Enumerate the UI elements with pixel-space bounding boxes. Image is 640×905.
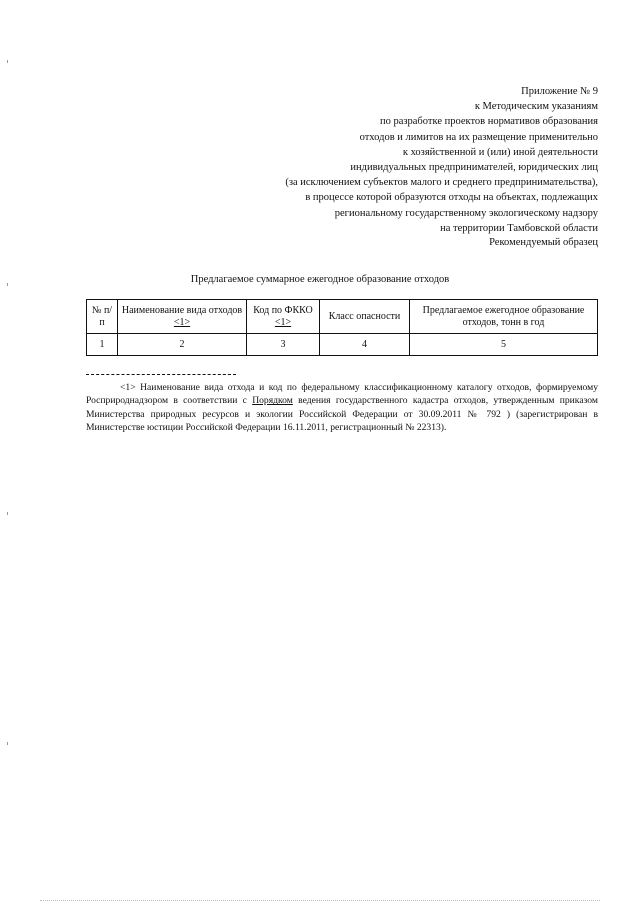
footnote-ref-link[interactable]: <1> (274, 316, 292, 328)
scan-margin-mark (7, 512, 8, 515)
header-line: на территории Тамбовской области (440, 222, 598, 234)
table-cell: 4 (320, 334, 410, 356)
column-header-label: Предлагаемое ежегодное образование отходов, тонн в год (422, 304, 585, 328)
table-title: Предлагаемое суммарное ежегодное образование отходов (190, 274, 450, 285)
column-header-label: Код по ФККО (253, 304, 313, 316)
table-cell: 1 (87, 334, 118, 356)
header-line: индивидуальных предпринимателей, юридических лиц (350, 162, 598, 174)
table-cell: 2 (118, 334, 247, 356)
waste-table (86, 299, 598, 356)
header-line: отходов и лимитов на их размещение применительно (359, 131, 598, 143)
header-line: (за исключением субъектов малого и среднего предпринимательства), (285, 177, 598, 189)
column-header-annual-amount (410, 300, 598, 334)
appendix-header (178, 84, 598, 236)
scan-margin-mark (7, 742, 8, 745)
column-header-number (87, 300, 118, 334)
table-header-row (87, 300, 598, 334)
table-cell: 5 (410, 334, 598, 356)
scan-margin-mark (7, 60, 8, 63)
header-line: по разработке проектов нормативов образования (379, 116, 598, 128)
column-header-label: Наименование вида отходов (121, 304, 243, 316)
footnote-text: <1> Наименование вида отхода и код по федеральному классификационному каталогу отходов, формируемому Росприроднадзором в соответствии с (86, 382, 598, 407)
footnote (86, 381, 598, 435)
footnote-ref-link[interactable]: <1> (173, 316, 191, 328)
table-cell: 3 (247, 334, 320, 356)
column-header-hazard-class (320, 300, 410, 334)
header-line: региональному государственному экологическому надзору (334, 207, 598, 219)
footnote-separator (86, 374, 236, 375)
table-row (87, 334, 598, 356)
footnote-text: ведения государственного кадастра отходов, утвержденным приказом Министерства природных ресурсов и экологии Российской Федерации от 30.09.2011 № 792 ) (зарегистрирован в Министерстве юстиции Российской Федерации 16.11.2011, регистрационный № 22313). (86, 395, 598, 434)
column-header-label: Класс опасности (328, 310, 401, 322)
scan-margin-mark (7, 283, 8, 286)
scan-bottom-edge (40, 900, 600, 901)
header-line: в процессе которой образуются отходы на объектах, подлежащих (305, 192, 598, 204)
header-line: к Методическим указаниям (474, 101, 598, 113)
sample-label: Рекомендуемый образец (489, 237, 598, 248)
column-header-waste-name (118, 300, 247, 334)
appendix-number: Приложение № 9 (521, 86, 598, 97)
footnote-order-link[interactable]: Порядком (252, 395, 293, 407)
header-line: к хозяйственной и (или) иной деятельности (402, 146, 598, 158)
column-header-fkko-code (247, 300, 320, 334)
column-header-label: № п/п (91, 304, 113, 328)
